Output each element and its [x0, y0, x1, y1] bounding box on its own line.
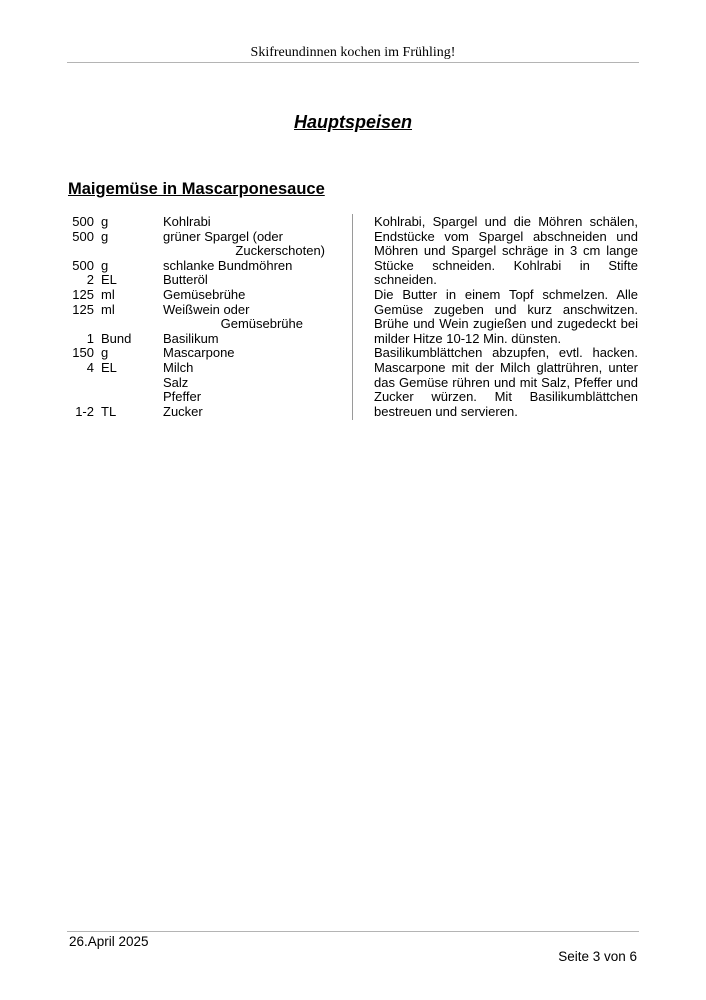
ingredient-name: schlanke Bundmöhren — [163, 257, 293, 273]
ingredient-unit: EL — [101, 359, 117, 375]
ingredient-row — [60, 405, 350, 420]
ingredient-row — [60, 273, 350, 288]
page-number: Seite 3 von 6 — [558, 949, 637, 964]
ingredient-unit: EL — [101, 272, 117, 288]
ingredient-name: Basilikum — [163, 330, 219, 346]
ingredient-row — [60, 376, 350, 391]
ingredient-quantity: 125 — [72, 301, 94, 317]
ingredient-row — [60, 230, 350, 245]
ingredient-row — [60, 317, 350, 332]
ingredient-quantity: 4 — [86, 359, 94, 375]
recipe-title: Maigemüse in Mascarponesauce — [68, 180, 325, 198]
ingredient-unit: ml — [101, 301, 115, 317]
instruction-paragraph: Kohlrabi, Spargel und die Möhren schälen, Endstücke vom Spargel abschneiden und Möhren und Spargel schräge in 3 cm lange Stücke schneiden. Kohlrabi in Stifte schneiden. — [374, 214, 638, 288]
ingredient-row — [60, 332, 350, 347]
ingredient-quantity: 125 — [72, 286, 94, 302]
ingredient-name: Gemüsebrühe — [163, 286, 246, 302]
ingredient-name: grüner Spargel (oder — [163, 228, 283, 244]
ingredient-quantity: 1-2 — [75, 403, 94, 419]
ingredient-row — [60, 346, 350, 361]
ingredient-quantity: 150 — [72, 345, 94, 361]
ingredient-name: Pfeffer — [163, 389, 202, 405]
ingredient-name: Butteröl — [163, 272, 208, 288]
ingredient-row — [60, 259, 350, 274]
instruction-paragraph: Basilikumblättchen abzupfen, evtl. hacken. Mascarpone mit der Milch glattrühren, unter das Gemüse rühren und mit Salz, Pfeffer und Zucker würzen. Mit Basilikumblättchen bestreuen und servieren. — [374, 345, 638, 419]
ingredient-unit: g — [101, 214, 109, 229]
ingredient-row — [60, 288, 350, 303]
column-divider — [352, 214, 353, 420]
instruction-paragraph: Die Butter in einem Topf schmelzen. Alle Gemüse zugeben und kurz anschwitzen. Brühe und Wein zugießen und zugedeckt bei milder Hitze 10-12 Min. dünsten. — [374, 286, 638, 346]
ingredient-unit: g — [101, 257, 109, 273]
ingredient-row — [60, 215, 350, 230]
ingredient-name: Zuckerschoten) — [235, 243, 325, 259]
ingredient-name: Gemüsebrühe — [220, 316, 303, 332]
ingredient-name: Milch — [163, 359, 194, 375]
ingredient-quantity: 1 — [86, 330, 94, 346]
ingredient-name: Salz — [163, 374, 189, 390]
ingredient-row — [60, 244, 350, 259]
footer-date: 26.April 2025 — [69, 934, 149, 949]
ingredient-unit: ml — [101, 286, 115, 302]
ingredient-unit: Bund — [101, 330, 132, 346]
ingredient-name: Mascarpone — [163, 345, 235, 361]
ingredient-quantity: 500 — [72, 257, 94, 273]
page-header-title: Skifreundinnen kochen im Frühling! — [250, 45, 456, 60]
header-divider — [67, 62, 639, 63]
ingredient-unit: g — [101, 345, 109, 361]
ingredient-quantity: 2 — [86, 272, 94, 288]
section-title: Hauptspeisen — [293, 112, 413, 132]
ingredients-list — [60, 215, 350, 419]
ingredient-row — [60, 303, 350, 318]
ingredient-unit: TL — [101, 403, 117, 419]
ingredient-quantity: 500 — [72, 228, 94, 244]
ingredient-quantity: 500 — [72, 214, 94, 229]
ingredient-row — [60, 361, 350, 376]
ingredient-name: Kohlrabi — [163, 214, 211, 229]
ingredient-row — [60, 390, 350, 405]
recipe-instructions — [374, 215, 638, 419]
ingredient-name: Zucker — [163, 403, 203, 419]
footer-divider — [67, 931, 639, 932]
ingredient-name: Weißwein oder — [163, 301, 250, 317]
ingredient-unit: g — [101, 228, 109, 244]
